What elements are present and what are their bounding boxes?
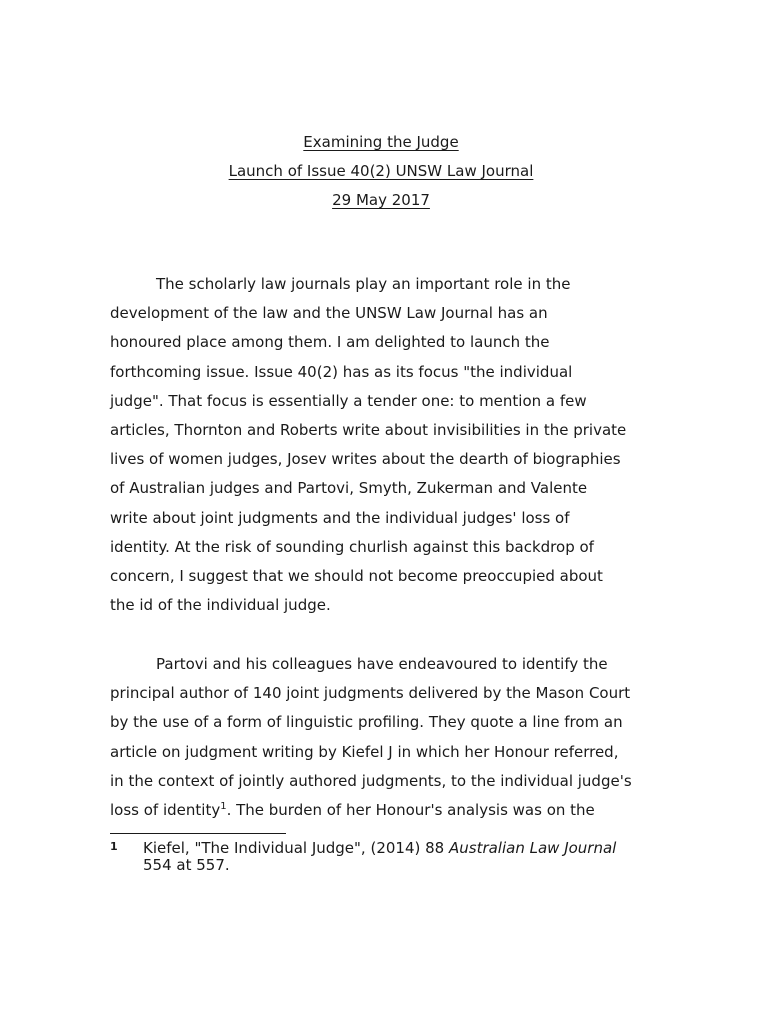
footnote-text-line-2: 554 at 557. — [143, 856, 230, 874]
footnote-journal-title: Australian Law Journal — [448, 839, 617, 857]
paragraph-line: forthcoming issue. Issue 40(2) has as its focus "the individual — [110, 362, 573, 381]
paragraph-line: articles, Thornton and Roberts write about invisibilities in the private — [110, 421, 627, 440]
footnote-separator — [110, 833, 286, 834]
paragraph-2 — [110, 650, 670, 825]
paragraph-line: by the use of a form of linguistic profiling. They quote a line from an — [110, 713, 623, 732]
paragraph-line: write about joint judgments and the individual judges' loss of — [110, 508, 570, 527]
text-segment: . The burden of her Honour's analysis was on the — [226, 801, 595, 820]
paragraph-line: in the context of jointly authored judgments, to the individual judge's — [110, 771, 632, 790]
paragraph-line: judge". That focus is essentially a tender one: to mention a few — [110, 391, 587, 410]
paragraph-line: concern, I suggest that we should not become preoccupied about — [110, 567, 603, 586]
paragraph-line: Partovi and his colleagues have endeavoured to identify the — [156, 655, 608, 673]
text-segment: loss of identity — [110, 801, 221, 820]
heading-date: 29 May 2017 — [332, 191, 430, 209]
paragraph-1 — [110, 270, 670, 620]
paragraph-line: principal author of 140 joint judgments delivered by the Mason Court — [110, 684, 631, 703]
paragraph-line: development of the law and the UNSW Law Journal has an — [110, 304, 548, 323]
footnote-text-line-1 — [110, 840, 670, 857]
heading-subtitle: Launch of Issue 40(2) UNSW Law Journal — [228, 162, 534, 180]
footnote-number: 1 — [110, 840, 118, 853]
paragraph-line: lives of women judges, Josev writes about the dearth of biographies — [110, 450, 621, 469]
heading-block — [0, 128, 762, 215]
paragraph-line: identity. At the risk of sounding churlish against this backdrop of — [110, 537, 594, 556]
paragraph-line: The scholarly law journals play an important role in the — [156, 275, 571, 293]
paragraph-line: honoured place among them. I am delighted to launch the — [110, 333, 550, 352]
paragraph-line: the id of the individual judge. — [110, 596, 331, 615]
footnote — [110, 840, 670, 874]
paragraph-line: of Australian judges and Partovi, Smyth, Zukerman and Valente — [110, 479, 588, 498]
footnote-reference[interactable]: 1 — [220, 801, 227, 813]
paragraph-line-with-footnote-ref — [110, 796, 670, 825]
footnote-citation: Kiefel, "The Individual Judge", (2014) 88 — [143, 839, 449, 857]
paragraph-line: article on judgment writing by Kiefel J in which her Honour referred, — [110, 742, 619, 761]
heading-title: Examining the Judge — [303, 133, 459, 151]
